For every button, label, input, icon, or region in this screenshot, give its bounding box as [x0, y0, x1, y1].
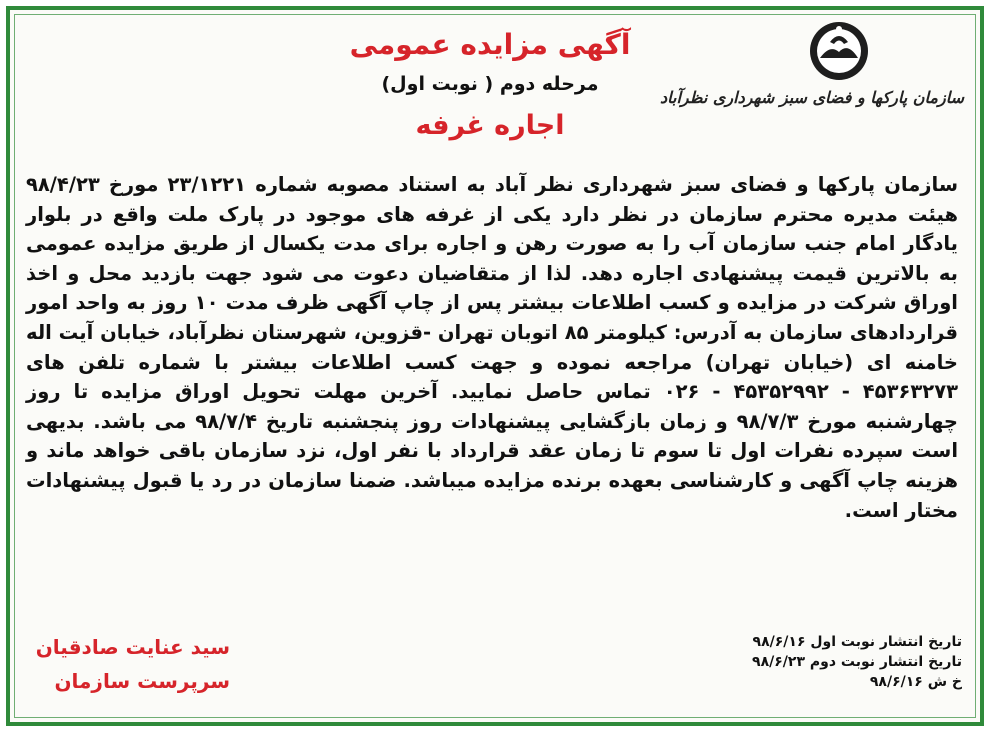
- first-publication-date: تاریخ انتشار نوبت اول ۹۸/۶/۱۶: [752, 634, 962, 650]
- ad-code: خ ش ۹۸/۶/۱۶: [869, 674, 962, 690]
- ad-title: آگهی مزایده عمومی: [349, 28, 631, 61]
- org-logo: [660, 20, 964, 130]
- org-name: سازمان پارکها و فضای سبز شهرداری نظرآباد: [660, 88, 964, 107]
- ad-body-text: سازمان پارکها و فضای سبز شهرداری نظر آباد به استناد مصوبه شماره ۲۳/۱۲۲۱ مورخ ۹۸/۴/۲۳ هیئت مدیره محترم سازمان در نظر دارد یکی از غرفه های موجود در پارک ملت واقع در بلوار یادگار امام جنب سازمان آب را به صورت رهن و اجاره برای مدت یکسال از طریق مزایده عمومی به بالاترین قیمت پیشنهادی اجاره دهد. لذا از متقاضیان دعوت می شود جهت بازدید محل و اخذ اوراق شرکت در مزایده و کسب اطلاعات بیشتر پس از چاپ آگهی ظرف مدت ۱۰ روز به واحد امور قراردادهای سازمان به آدرس: کیلومتر ۸۵ اتوبان تهران -قزوین، شهرستان نظرآباد، خیابان آیت اله خامنه ای (خیابان تهران) مراجعه نموده و جهت کسب اطلاعات بیشتر با شماره تلفن های ۴۵۳۶۳۲۷۳ - ۴۵۳۵۲۹۹۲ - ۰۲۶ تماس حاصل نمایید. آخرین مهلت تحویل اوراق مزایده تا روز چهارشنبه مورخ ۹۸/۷/۳ و زمان بازگشایی پیشنهادات روز پنجشنبه تاریخ ۹۸/۷/۴ می باشد. بدیهی است سپرده نفرات اول تا سوم تا زمان عقد قرارداد با نفر اول، نزد سازمان باقی خواهد ماند و هزینه چاپ آگهی و کارشناسی بعهده برنده مزایده میباشد. ضمنا سازمان در رد یا قبول پیشنهادات مختار است.: [26, 173, 958, 522]
- ad-header: [280, 26, 700, 144]
- signature-block: [30, 630, 230, 698]
- ad-subject: اجاره غرفه: [415, 110, 565, 141]
- second-publication-date: تاریخ انتشار نوبت دوم ۹۸/۶/۲۳: [752, 654, 962, 670]
- ad-stage: مرحله دوم ( نوبت اول): [381, 73, 599, 95]
- ad-body: [26, 170, 958, 525]
- publication-dates: [752, 632, 962, 692]
- emblem-icon: [806, 20, 872, 82]
- signer-name: سید عنایت صادقیان: [35, 635, 230, 659]
- signer-role: سرپرست سازمان: [54, 669, 230, 693]
